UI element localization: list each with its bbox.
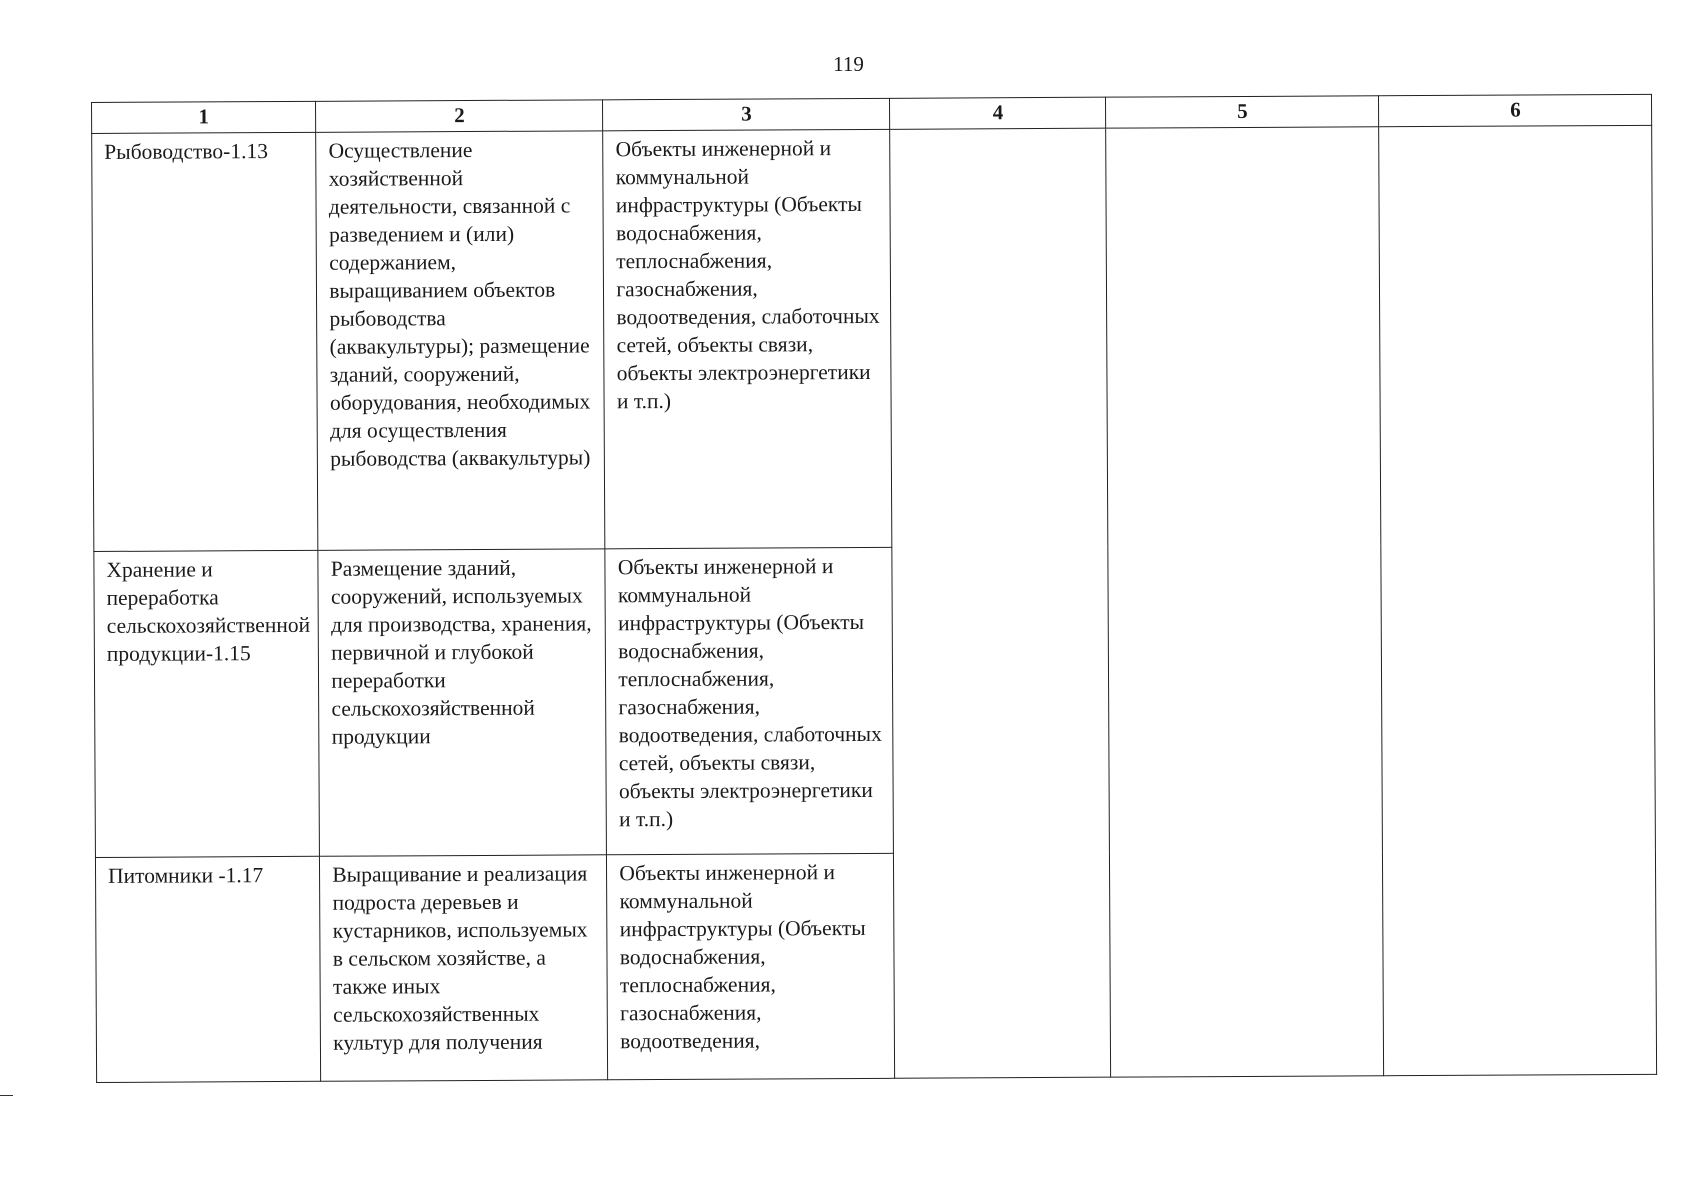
empty-column-5-cell	[1106, 127, 1384, 1077]
land-use-description: Выращивание и реализация подроста деревьев и кустарников, используемых в сельском хозяйстве, а также иных сельскохозяйственных культур для получения	[332, 861, 588, 1055]
description-cell	[316, 131, 605, 550]
land-use-description: Размещение зданий, сооружений, используемых для производства, хранения, первичной и глубокой переработки сельскохозяйственной продукции	[330, 555, 592, 749]
column-header-3: 3	[603, 98, 890, 131]
permitted-objects: Объекты инженерной и коммунальной инфраструктуры (Объекты водоснабжения, теплоснабжения, газоснабжения, водоотведения, слаботочных сетей, объекты связи, объекты электроэнергетики и т.п.)	[615, 136, 880, 414]
page-number: 119	[833, 52, 864, 76]
permitted-objects-cell	[603, 129, 892, 548]
land-use-type-cell	[92, 132, 319, 551]
column-header-2: 2	[316, 100, 603, 133]
description-cell	[320, 855, 608, 1081]
permitted-objects-cell	[607, 853, 895, 1079]
empty-column-6-cell	[1379, 125, 1657, 1075]
land-use-type: Питомники -1.17	[107, 863, 264, 888]
column-header-5: 5	[1106, 96, 1379, 128]
description-cell	[318, 549, 607, 856]
scan-edge-mark	[0, 1095, 13, 1096]
permitted-objects: Объекты инженерной и коммунальной инфраструктуры (Объекты водоснабжения, теплоснабжения, газоснабжения, водоотведения,	[619, 860, 866, 1054]
land-use-type: Рыбоводство-1.13	[104, 139, 268, 164]
column-header-6: 6	[1379, 94, 1652, 126]
land-use-type: Хранение и переработка сельскохозяйственной продукции-1.15	[106, 557, 311, 666]
table-row	[92, 125, 1655, 551]
land-use-type-cell	[95, 856, 321, 1082]
permitted-objects-cell	[605, 547, 894, 854]
permitted-objects: Объекты инженерной и коммунальной инфраструктуры (Объекты водоснабжения, теплоснабжения, газоснабжения, водоотведения, слаботочных сетей, объекты связи, объекты электроэнергетики и т.п.)	[617, 554, 882, 832]
land-use-description: Осуществление хозяйственной деятельности, связанной с разведением и (или) содержанием, выращиванием объектов рыбоводства (аквакультуры); размещение зданий, сооружений, оборудования, необходимых для осуществления рыбоводства (аквакультуры)	[328, 138, 591, 471]
column-header-1: 1	[92, 101, 317, 133]
land-use-table	[91, 94, 1657, 1083]
column-header-4: 4	[890, 97, 1106, 129]
land-use-type-cell	[94, 550, 320, 857]
empty-column-4-cell	[890, 128, 1111, 1078]
